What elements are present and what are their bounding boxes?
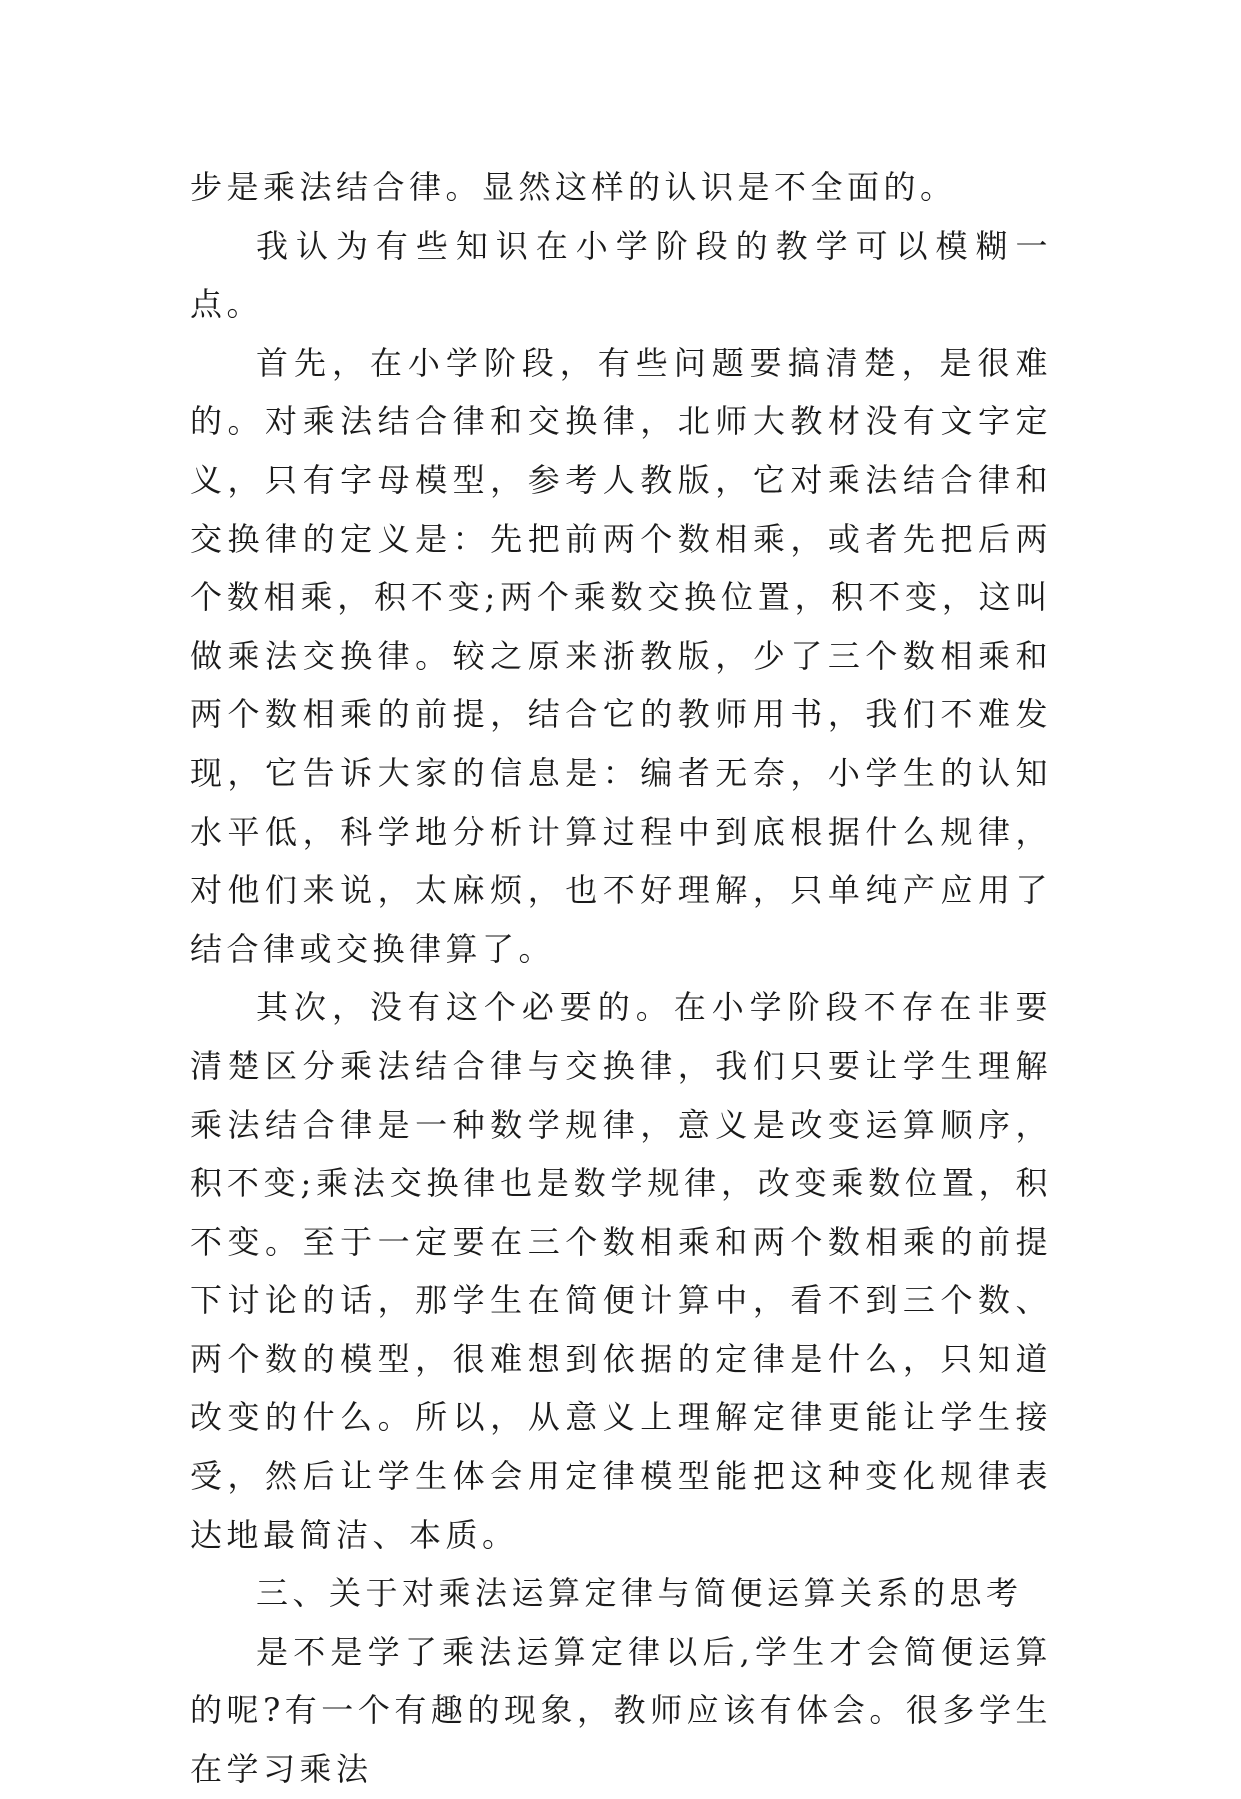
paragraph-question: 是不是学了乘法运算定律以后,学生才会简便运算的呢?有一个有趣的现象，教师应该有体会。很多学生在学习乘法 <box>190 1632 1052 1789</box>
document-body <box>190 158 1052 1799</box>
paragraph-second-reason: 其次，没有这个必要的。在小学阶段不存在非要清楚区分乘法结合律与交换律，我们只要让学生理解乘法结合律是一种数学规律，意义是改变运算顺序，积不变;乘法交换律也是数学规律，改变乘数位置，积不变。至于一定要在三个数相乘和两个数相乘的前提下讨论的话，那学生在简便计算中，看不到三个数、两个数的模型，很难想到依据的定律是什么，只知道改变的什么。所以，从意义上理解定律更能让学生接受，然后让学生体会用定律模型能把这种变化规律表达地最简洁、本质。 <box>190 988 1052 1554</box>
paragraph-first-reason: 首先，在小学阶段，有些问题要搞清楚，是很难的。对乘法结合律和交换律，北师大教材没有文字定义，只有字母模型，参考人教版，它对乘法结合律和交换律的定义是：先把前两个数相乘，或者先把后两个数相乘，积不变;两个乘数交换位置，积不变，这叫做乘法交换律。较之原来浙教版，少了三个数相乘和两个数相乘的前提，结合它的教师用书，我们不难发现，它告诉大家的信息是：编者无奈，小学生的认知水平低，科学地分析计算过程中到底根据什么规律，对他们来说，太麻烦，也不好理解，只单纯产应用了结合律或交换律算了。 <box>190 343 1052 968</box>
section-heading: 三、关于对乘法运算定律与简便运算关系的思考 <box>256 1574 1023 1613</box>
paragraph-opinion: 我认为有些知识在小学阶段的教学可以模糊一点。 <box>190 226 1052 324</box>
paragraph-continuation: 步是乘法结合律。显然这样的认识是不全面的。 <box>190 168 957 206</box>
